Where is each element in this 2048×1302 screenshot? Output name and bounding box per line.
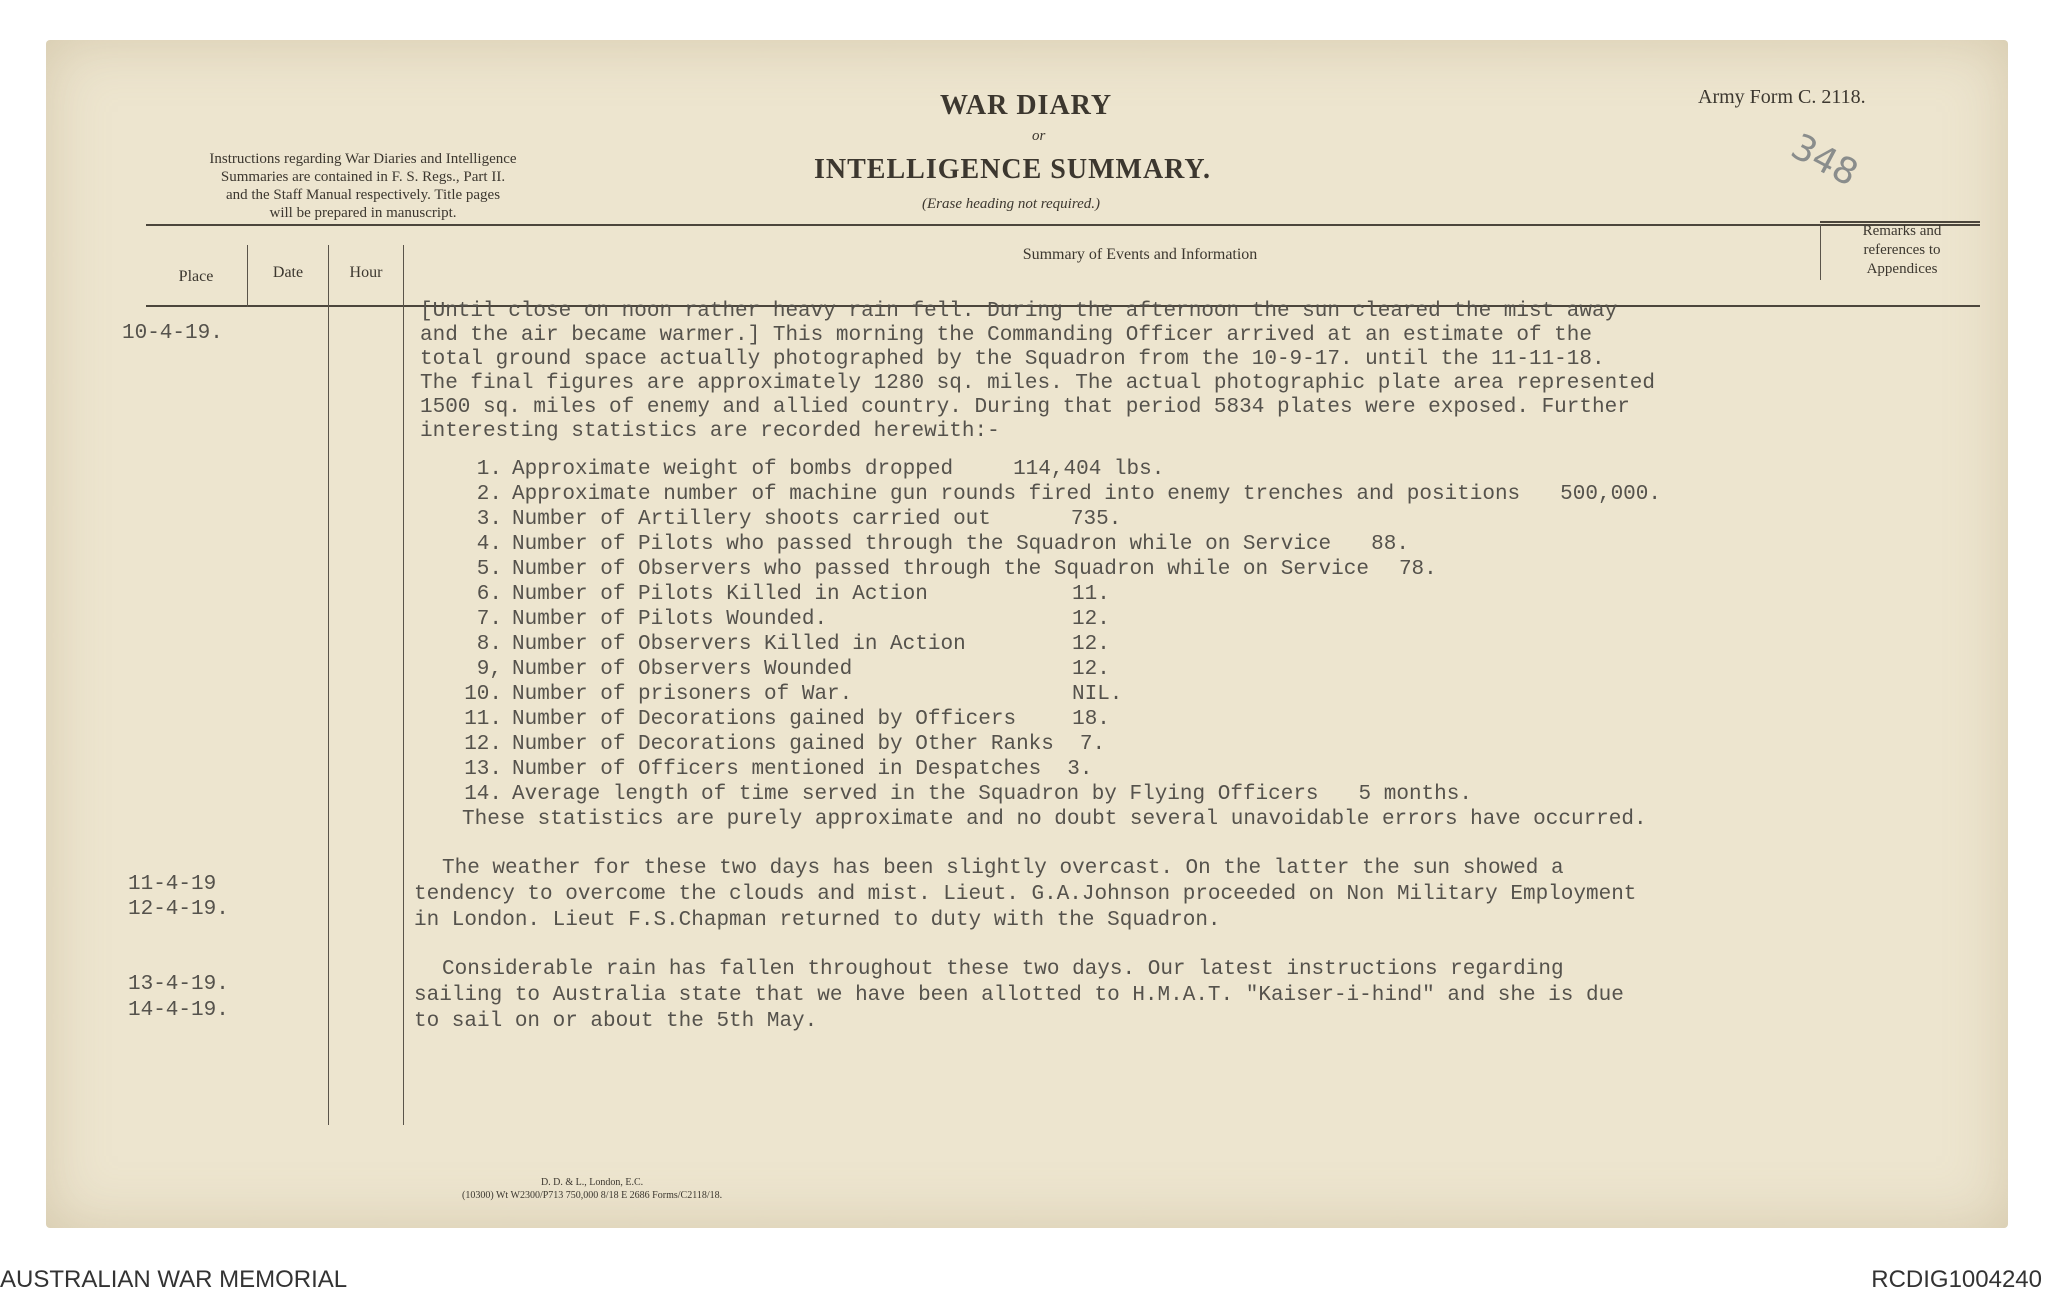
entry-place-date [128, 872, 229, 922]
statistic-value: 7. [1079, 733, 1106, 756]
remarks-header-divider [1820, 224, 1821, 280]
statistic-number: 14. [464, 783, 502, 806]
narrative-line: The final figures are approximately 1280 sq. miles. The actual photographic plate area represented [420, 372, 1656, 395]
statistic-text: Number of Pilots who passed through the Squadron while on Service [512, 533, 1332, 556]
statistic-text: Number of Pilots Wounded. [512, 608, 828, 631]
remarks-header-line: Appendices [1866, 261, 1938, 277]
statistic-text: Number of Officers mentioned in Despatches [512, 758, 1042, 781]
statistic-value: 12. [1072, 633, 1110, 656]
statistic-number: 9, [476, 658, 502, 681]
printer-name: D. D. & L., London, E.C. [540, 1177, 644, 1188]
title-or: or [1032, 128, 1046, 144]
archive-reference: RCDIG1004240 [1871, 1266, 2042, 1293]
erase-note: (Erase heading not required.) [922, 196, 1101, 212]
statistic-text: Number of Pilots Killed in Action [512, 583, 928, 606]
narrative-line: to sail on or about the 5th May. [414, 1010, 818, 1033]
column-header-remarks [1822, 222, 1982, 279]
statistic-text: Number of Observers Wounded [512, 658, 853, 681]
instructions-line: and the Staff Manual respectively. Title pages [225, 187, 501, 203]
statistic-number: 4. [476, 533, 502, 556]
statistic-item [462, 782, 1922, 807]
statistic-value: 114,404 lbs. [1013, 458, 1165, 481]
statistic-text: Approximate weight of bombs dropped [512, 458, 954, 481]
table-top-rule [146, 224, 1980, 226]
column-header-date: Date [272, 264, 304, 281]
narrative-line: The weather for these two days has been slightly overcast. On the latter the sun showed a [442, 857, 1564, 880]
form-number: Army Form C. 2118. [1698, 86, 1866, 108]
entry-date-line: 14-4-19. [128, 999, 229, 1022]
statistic-number: 13. [464, 758, 502, 781]
column-header-hour: Hour [349, 264, 383, 281]
statistic-value: 3. [1067, 758, 1093, 781]
entry-date-line: 11-4-19 [128, 873, 217, 896]
statistic-text: Approximate number of machine gun rounds fired into enemy trenches and positions [512, 483, 1521, 506]
statistic-number: 6. [476, 583, 502, 606]
entry-narrative [414, 856, 1914, 934]
column-header-summary: Summary of Events and Information [1022, 246, 1258, 263]
statistic-value: 12. [1072, 658, 1110, 681]
statistic-value: 18. [1072, 708, 1110, 731]
narrative-line: 1500 sq. miles of enemy and allied country. During that period 5834 plates were exposed. Further [420, 396, 1630, 419]
printer-code: (10300) Wt W2300/P713 750,000 8/18 E 2686 Forms/C2118/18. [462, 1190, 723, 1201]
statistic-value: 12. [1072, 608, 1110, 631]
hour-column-divider [403, 245, 404, 1125]
statistic-text: Number of prisoners of War. [512, 683, 853, 706]
entry-date-line: 13-4-19. [128, 973, 229, 996]
statistic-value: NIL. [1072, 683, 1123, 706]
narrative-line: interesting statistics are recorded herewith:- [420, 420, 1000, 443]
narrative-line: in London. Lieut F.S.Chapman returned to duty with the Squadron. [414, 909, 1221, 932]
statistic-text: Number of Decorations gained by Officers [512, 708, 1017, 731]
statistic-text: Average length of time served in the Squadron by Flying Officers [512, 783, 1319, 806]
statistic-value: 5 months. [1358, 783, 1472, 806]
page-subtitle: INTELLIGENCE SUMMARY. [814, 154, 1212, 185]
statistic-number: 8. [476, 633, 502, 656]
statistic-number: 5. [476, 558, 502, 581]
statistic-item [462, 757, 1922, 782]
entry-narrative [420, 300, 1900, 444]
statistic-item [462, 607, 1922, 632]
statistic-value: 78. [1398, 558, 1437, 581]
statistic-item [462, 582, 1922, 607]
narrative-line: Considerable rain has fallen throughout these two days. Our latest instructions regarding [442, 958, 1564, 981]
statistic-item [462, 732, 1922, 757]
statistic-number: 2. [476, 483, 502, 506]
instructions-note [138, 150, 588, 222]
statistic-text: Number of Artillery shoots carried out [512, 508, 991, 531]
narrative-line: sailing to Australia state that we have been allotted to H.M.A.T. "Kaiser-i-hind" and she is due [414, 984, 1624, 1007]
printer-imprint [462, 1176, 722, 1202]
instructions-line: Instructions regarding War Diaries and Intelligence [209, 151, 517, 167]
statistic-text: Number of Observers who passed through the Squadron while on Service [512, 558, 1369, 581]
instructions-line: will be prepared in manuscript. [269, 205, 457, 221]
archive-credit: AUSTRALIAN WAR MEMORIAL [0, 1266, 348, 1293]
statistics-closing: These statistics are purely approximate and no doubt several unavoidable errors have occurred. [462, 808, 1647, 831]
page-title: WAR DIARY [940, 90, 1113, 121]
statistic-text: Number of Observers Killed in Action [512, 633, 966, 656]
statistic-item [462, 707, 1922, 732]
statistics-list [462, 457, 1922, 832]
instructions-line: Summaries are contained in F. S. Regs., Part II. [220, 169, 506, 185]
statistic-value: 500,000. [1560, 483, 1661, 506]
column-header-place: Place [178, 268, 214, 285]
folio-number: 348 [1784, 126, 1865, 195]
place-header-divider [247, 245, 248, 307]
statistic-number: 12. [464, 733, 502, 756]
statistic-number: 7. [476, 608, 502, 631]
statistic-item [462, 482, 1922, 507]
entry-date-line: 12-4-19. [128, 898, 229, 921]
statistic-item [462, 682, 1922, 707]
entry-place-date [128, 972, 229, 1024]
statistic-number: 11. [464, 708, 502, 731]
statistic-text: Number of Decorations gained by Other Ranks [512, 733, 1054, 756]
statistic-item [462, 532, 1922, 557]
statistic-item [462, 507, 1922, 532]
entry-place-date: 10-4-19. [122, 322, 223, 345]
statistic-value: 88. [1371, 533, 1409, 556]
statistic-value: 735. [1070, 508, 1122, 531]
statistic-item [462, 457, 1922, 482]
statistic-item [462, 632, 1922, 657]
statistic-number: 3. [476, 508, 502, 531]
entry-narrative [414, 957, 1914, 1035]
statistic-number: 1. [476, 458, 502, 481]
remarks-header-line: references to [1863, 242, 1941, 258]
statistic-number: 10. [464, 683, 502, 706]
statistic-value: 11. [1072, 583, 1110, 606]
date-column-divider [328, 245, 329, 1125]
narrative-line: total ground space actually photographed by the Squadron from the 10-9-17. until the 11-11-18. [420, 348, 1605, 371]
narrative-line: and the air became warmer.] This morning the Commanding Officer arrived at an estimate of the [420, 324, 1592, 347]
narrative-line: [Until close on noon rather heavy rain fell. During the afternoon the sun cleared the mist away [420, 300, 1618, 323]
narrative-line: tendency to overcome the clouds and mist. Lieut. G.A.Johnson proceeded on Non Military Employment [414, 883, 1637, 906]
statistic-item [462, 557, 1922, 582]
remarks-header-line: Remarks and [1862, 223, 1942, 239]
statistic-item [462, 657, 1922, 682]
